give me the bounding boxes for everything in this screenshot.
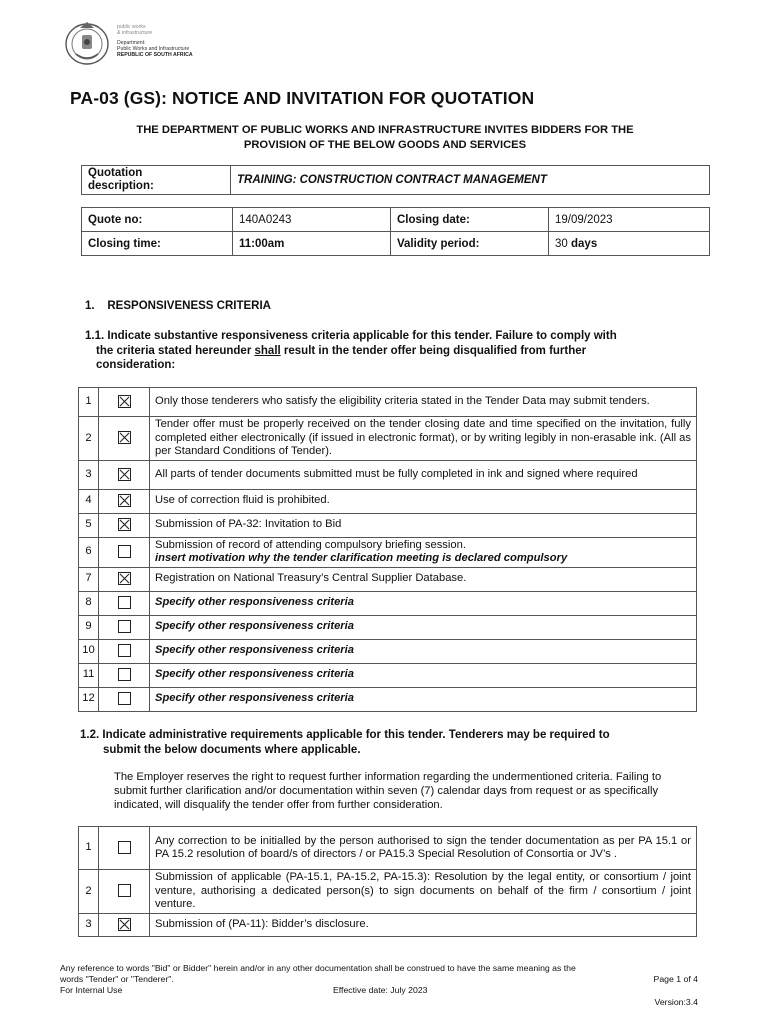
unchecked-checkbox-icon[interactable] [118,545,131,558]
checkbox-cell [99,870,150,914]
checkbox-cell [99,639,150,663]
criteria-number: 3 [79,460,99,489]
admin-row [79,827,697,870]
admin-row [79,870,697,914]
criteria-text: Specify other responsiveness criteria [150,639,697,663]
closing-time-label: Closing time: [82,232,233,256]
checkbox-cell [99,913,150,936]
intro-line: THE DEPARTMENT OF PUBLIC WORKS AND INFRASTRUCTURE INVITES BIDDERS FOR THE [136,124,634,136]
intro-line: PROVISION OF THE BELOW GOODS AND SERVICES [243,138,527,151]
checked-checkbox-icon[interactable] [118,572,131,585]
criteria-number: 8 [79,591,99,615]
version-label: Version:3.4 [654,997,698,1007]
checked-checkbox-icon[interactable] [118,918,131,931]
logo-text [117,24,193,58]
criteria-row [79,591,697,615]
intro-text [60,123,710,152]
page-number: Page 1 of 4 [653,974,698,984]
criteria-text: Tender offer must be properly received on the tender closing date and time specified on the invitation, fully completed either electronically (if issued in electronic format), or by writing legibly in non-erasable ink. (All as per Standard Conditions of Tender). [150,417,697,461]
criteria-row [79,687,697,711]
admin-text: Submission of (PA-11): Bidder’s disclosure. [150,913,697,936]
admin-number: 1 [79,827,99,870]
criteria-row [79,615,697,639]
footer-note-line: Any reference to words "Bid" or Bidder" herein and/or in any other documentation shall be construed to have the same meaning as the [60,963,576,973]
criteria-row [79,388,697,417]
criteria-number: 4 [79,489,99,513]
quotation-description-table [81,165,710,195]
validity-period-label: Validity period: [391,232,549,256]
criteria-number: 5 [79,513,99,537]
admin-text: Any correction to be initialled by the person authorised to sign the tender documentation as per PA 15.1 or PA 15.2 resolution of board/s of directors / or PA15.3 Special Resolution of Consortia or JV’s . [150,827,697,870]
subsection-1-1-heading: 1.1. Indicate substantive responsiveness criteria applicable for this tender. Failure to comply with the criteria stated hereunder shall result in the tender offer being disqualified from further consideration: [85,330,617,371]
section-heading: 1. RESPONSIVENESS CRITERIA [85,300,271,312]
criteria-row [79,513,697,537]
checked-checkbox-icon[interactable] [118,494,131,507]
criteria-number: 2 [79,417,99,461]
administrative-requirements-table [78,826,697,937]
checkbox-cell [99,567,150,591]
criteria-text: Only those tenderers who satisfy the eligibility criteria stated in the Tender Data may submit tenders. [150,388,697,417]
quote-details-table [81,207,710,256]
checkbox-cell [99,663,150,687]
criteria-row [79,663,697,687]
checked-checkbox-icon[interactable] [118,518,131,531]
criteria-text: Registration on National Treasury’s Central Supplier Database. [150,567,697,591]
checkbox-cell [99,615,150,639]
internal-use-label: For Internal Use [60,985,123,995]
criteria-row [79,460,697,489]
unchecked-checkbox-icon[interactable] [118,644,131,657]
criteria-text: Use of correction fluid is prohibited. [150,489,697,513]
checkbox-cell [99,460,150,489]
criteria-row [79,639,697,663]
unchecked-checkbox-icon[interactable] [118,620,131,633]
criteria-text: Submission of record of attending compulsory briefing session. insert motivation why the tender clarification meeting is declared compulsory [150,537,697,567]
unchecked-checkbox-icon[interactable] [118,841,131,854]
quotation-description-value: TRAINING: CONSTRUCTION CONTRACT MANAGEMENT [231,166,710,195]
checkbox-cell [99,537,150,567]
criteria-number: 6 [79,537,99,567]
checkbox-cell [99,513,150,537]
footer-note-line: words "Tender" or "Tenderer". [60,974,174,984]
criteria-number: 11 [79,663,99,687]
criteria-row [79,537,697,567]
admin-row [79,913,697,936]
criteria-text: Specify other responsiveness criteria [150,615,697,639]
unchecked-checkbox-icon[interactable] [118,668,131,681]
logo-line: Public Works and Infrastructure [117,45,190,52]
criteria-text: All parts of tender documents submitted must be fully completed in ink and signed where required [150,460,697,489]
unchecked-checkbox-icon[interactable] [118,884,131,897]
quotation-description-label: Quotation description: [82,166,231,195]
admin-number: 3 [79,913,99,936]
quote-no-value: 140A0243 [233,208,391,232]
criteria-number: 1 [79,388,99,417]
checked-checkbox-icon[interactable] [118,431,131,444]
logo-line: & infrastructure [117,30,153,37]
checked-checkbox-icon[interactable] [118,395,131,408]
logo-line: Department: [117,39,146,46]
effective-date: Effective date: July 2023 [333,985,428,995]
logo-line: REPUBLIC OF SOUTH AFRICA [117,52,193,59]
page-title: PA-03 (GS): NOTICE AND INVITATION FOR QUOTATION [70,88,535,108]
subsection-1-2-heading: 1.2. Indicate administrative requirements applicable for this tender. Tenderers may be required to submit the below documents where applicable. [80,729,610,756]
criteria-number: 10 [79,639,99,663]
criteria-text: Submission of PA-32: Invitation to Bid [150,513,697,537]
closing-date-value: 19/09/2023 [549,208,710,232]
validity-period-value: 30 days [549,232,710,256]
closing-time-value: 11:00am [233,232,391,256]
criteria-number: 12 [79,687,99,711]
criteria-number: 9 [79,615,99,639]
checked-checkbox-icon[interactable] [118,468,131,481]
checkbox-cell [99,591,150,615]
criteria-row [79,489,697,513]
quote-no-label: Quote no: [82,208,233,232]
unchecked-checkbox-icon[interactable] [118,596,131,609]
criteria-text: Specify other responsiveness criteria [150,687,697,711]
checkbox-cell [99,827,150,870]
criteria-row [79,567,697,591]
unchecked-checkbox-icon[interactable] [118,692,131,705]
admin-number: 2 [79,870,99,914]
criteria-number: 7 [79,567,99,591]
coat-of-arms-icon [62,20,112,66]
logo-line: public works [117,24,146,30]
criteria-text: Specify other responsiveness criteria [150,591,697,615]
checkbox-cell [99,388,150,417]
criteria-text: Specify other responsiveness criteria [150,663,697,687]
checkbox-cell [99,687,150,711]
employer-notice: The Employer reserves the right to request further information regarding the undermentioned criteria. Failing to submit further clarification and/or documentation within seven (7) calendar days from request or as specifically indicated, will disqualify the tender offer from further consideration. [114,771,662,811]
closing-date-label: Closing date: [391,208,549,232]
criteria-row [79,417,697,461]
responsiveness-criteria-table [78,387,697,712]
checkbox-cell [99,489,150,513]
admin-text: Submission of applicable (PA-15.1, PA-15.2, PA-15.3): Resolution by the legal entity, or consortium / joint venture, authorising a dedicated person(s) to sign documents on behalf of the firm / consortium / joint venture. [150,870,697,914]
checkbox-cell [99,417,150,461]
